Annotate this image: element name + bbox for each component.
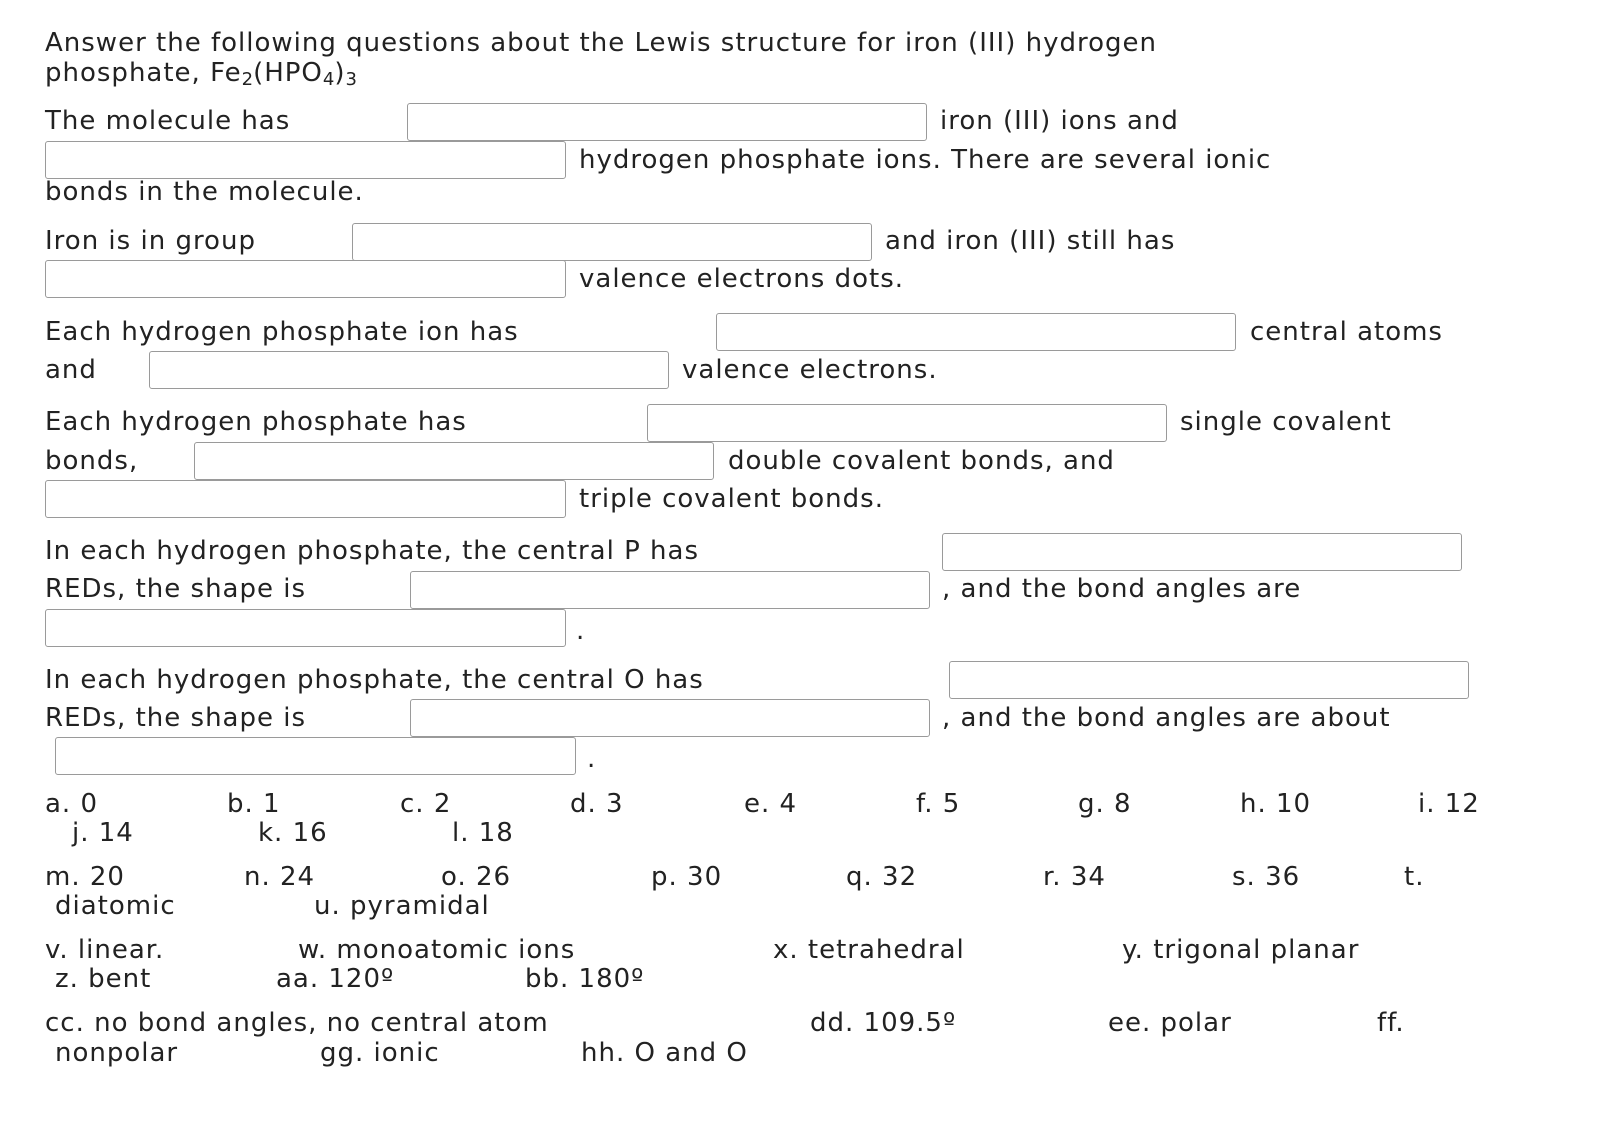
prompt-text: central atoms bbox=[1250, 317, 1443, 347]
prompt-text: triple covalent bonds. bbox=[579, 484, 884, 514]
option-q: q. 32 bbox=[846, 862, 918, 892]
option-w: w. monoatomic ions bbox=[298, 935, 576, 965]
title-text: phosphate, Fe bbox=[45, 58, 242, 88]
answer-blank-5[interactable] bbox=[716, 313, 1236, 351]
option-f: f. 5 bbox=[916, 789, 961, 819]
prompt-text: . bbox=[576, 616, 586, 646]
answer-blank-12[interactable] bbox=[45, 609, 566, 647]
prompt-text: Iron is in group bbox=[45, 226, 256, 256]
option-hh: hh. O and O bbox=[581, 1038, 748, 1068]
formula-subscript: 2 bbox=[241, 69, 254, 90]
prompt-text: , and the bond angles are bbox=[942, 574, 1302, 604]
prompt-text: , and the bond angles are about bbox=[942, 703, 1391, 733]
option-dd: dd. 109.5º bbox=[810, 1008, 957, 1038]
prompt-text: and iron (III) still has bbox=[885, 226, 1176, 256]
formula-text: (HPO bbox=[253, 58, 323, 88]
option-bb: bb. 180º bbox=[525, 964, 645, 994]
option-n: n. 24 bbox=[244, 862, 316, 892]
answer-blank-6[interactable] bbox=[149, 351, 669, 389]
option-t: t. bbox=[1404, 862, 1425, 892]
answer-blank-1[interactable] bbox=[407, 103, 927, 141]
prompt-text: and bbox=[45, 355, 97, 385]
prompt-text: hydrogen phosphate ions. There are several ionic bbox=[579, 145, 1272, 175]
prompt-text: REDs, the shape is bbox=[45, 703, 307, 733]
prompt-text: single covalent bbox=[1180, 407, 1392, 437]
prompt-text: REDs, the shape is bbox=[45, 574, 307, 604]
option-ee: ee. polar bbox=[1108, 1008, 1232, 1038]
prompt-text: valence electrons. bbox=[682, 355, 938, 385]
answer-blank-8[interactable] bbox=[194, 442, 714, 480]
answer-blank-2[interactable] bbox=[45, 141, 566, 179]
option-g: g. 8 bbox=[1078, 789, 1132, 819]
prompt-text: valence electrons dots. bbox=[579, 264, 905, 294]
option-y: y. trigonal planar bbox=[1122, 935, 1360, 965]
answer-blank-11[interactable] bbox=[410, 571, 930, 609]
answer-blank-4[interactable] bbox=[45, 260, 566, 298]
prompt-text: The molecule has bbox=[45, 106, 291, 136]
question-title-line2 bbox=[45, 58, 357, 95]
option-p: p. 30 bbox=[651, 862, 723, 892]
option-o: o. 26 bbox=[441, 862, 512, 892]
option-s: s. 36 bbox=[1232, 862, 1301, 892]
option-ff: ff. bbox=[1377, 1008, 1405, 1038]
option-c: c. 2 bbox=[400, 789, 452, 819]
option-e: e. 4 bbox=[744, 789, 798, 819]
option-i: i. 12 bbox=[1418, 789, 1480, 819]
answer-blank-7[interactable] bbox=[647, 404, 1167, 442]
formula-subscript: 3 bbox=[345, 69, 357, 90]
option-ff-continued: nonpolar bbox=[55, 1038, 179, 1068]
answer-blank-13[interactable] bbox=[949, 661, 1469, 699]
question-title-line1: Answer the following questions about the Lewis structure for iron (III) hydrogen bbox=[45, 28, 1157, 58]
formula-text: ) bbox=[334, 58, 346, 88]
answer-blank-9[interactable] bbox=[45, 480, 566, 518]
prompt-text: Each hydrogen phosphate ion has bbox=[45, 317, 519, 347]
prompt-text: Each hydrogen phosphate has bbox=[45, 407, 467, 437]
option-cc: cc. no bond angles, no central atom bbox=[45, 1008, 549, 1038]
prompt-text: iron (III) ions and bbox=[940, 106, 1179, 136]
option-j: j. 14 bbox=[72, 818, 134, 848]
option-m: m. 20 bbox=[45, 862, 125, 892]
option-gg: gg. ionic bbox=[320, 1038, 440, 1068]
option-d: d. 3 bbox=[570, 789, 624, 819]
option-v: v. linear. bbox=[45, 935, 165, 965]
option-u: u. pyramidal bbox=[314, 891, 490, 921]
prompt-text: In each hydrogen phosphate, the central O has bbox=[45, 665, 704, 695]
answer-blank-10[interactable] bbox=[942, 533, 1462, 571]
option-h: h. 10 bbox=[1240, 789, 1312, 819]
formula-subscript: 4 bbox=[322, 69, 335, 90]
prompt-text: double covalent bonds, and bbox=[728, 446, 1115, 476]
option-k: k. 16 bbox=[258, 818, 328, 848]
prompt-text: In each hydrogen phosphate, the central P has bbox=[45, 536, 699, 566]
option-a: a. 0 bbox=[45, 789, 99, 819]
option-aa: aa. 120º bbox=[276, 964, 395, 994]
option-b: b. 1 bbox=[227, 789, 281, 819]
option-t-continued: diatomic bbox=[55, 891, 176, 921]
answer-blank-14[interactable] bbox=[410, 699, 930, 737]
prompt-text: bonds, bbox=[45, 446, 139, 476]
answer-blank-15[interactable] bbox=[55, 737, 576, 775]
option-z: z. bent bbox=[55, 964, 152, 994]
option-x: x. tetrahedral bbox=[773, 935, 965, 965]
prompt-text: . bbox=[587, 744, 597, 774]
answer-blank-3[interactable] bbox=[352, 223, 872, 261]
option-l: l. 18 bbox=[452, 818, 514, 848]
option-r: r. 34 bbox=[1043, 862, 1106, 892]
prompt-text: bonds in the molecule. bbox=[45, 177, 364, 207]
